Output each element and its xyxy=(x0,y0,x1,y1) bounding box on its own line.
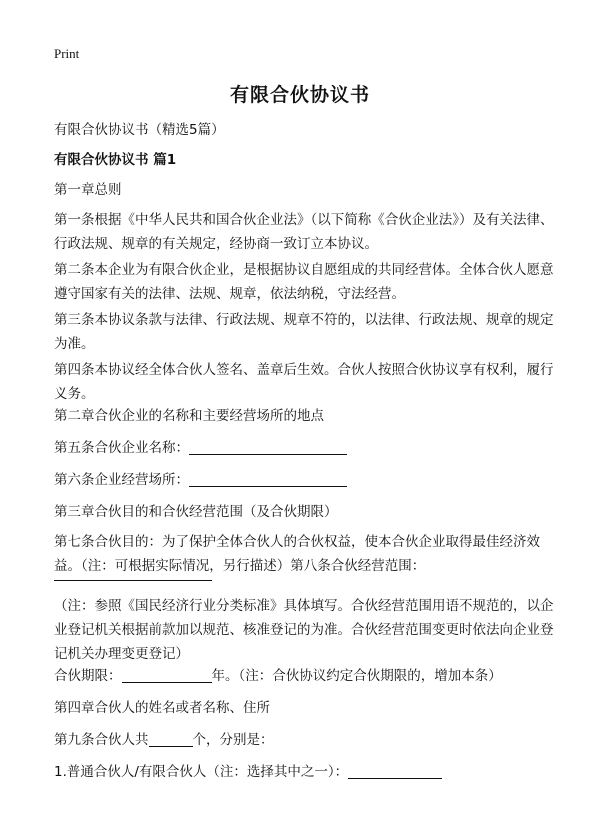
business-scope-blank[interactable] xyxy=(54,580,212,581)
partner-1-blank[interactable] xyxy=(348,762,442,779)
article-4: 第四条本协议经全体合伙人签名、盖章后生效。合伙人按照合伙协议享有权利，履行义务。 xyxy=(54,362,554,402)
term-suffix: 年。（注：合伙协议约定合伙期限的，增加本条） xyxy=(211,668,502,684)
article-3: 第三条本协议条款与法律、行政法规、规章不符的，以法律、行政法规、规章的规定为准。 xyxy=(54,312,554,352)
article-7: 第七条合伙目的：为了保护全体合伙人的合伙权益，使本合伙企业取得最佳经济效益。（注：可根据实际情况，另行描述）第八条合伙经营范围： xyxy=(54,534,540,574)
partnership-term xyxy=(54,664,554,688)
document-subtitle: 有限合伙协议书（精选5篇） xyxy=(54,122,225,138)
article-6-label: 第六条企业经营场所： xyxy=(54,472,189,488)
partner-count-blank[interactable] xyxy=(149,730,193,747)
chapter-1-heading: 第一章总则 xyxy=(54,182,122,198)
company-name-blank[interactable] xyxy=(189,438,347,455)
chapter-4-heading: 第四章合伙人的姓名或者名称、住所 xyxy=(54,700,270,716)
section-heading: 有限合伙协议书 篇1 xyxy=(54,152,177,168)
article-1: 第一条根据《中华人民共和国合伙企业法》（以下简称《合伙企业法》）及有关法律、行政法规、规章的有关规定，经协商一致订立本协议。 xyxy=(54,212,554,252)
chapter-3-heading: 第三章合伙目的和合伙经营范围（及合伙期限） xyxy=(54,504,338,520)
article-9 xyxy=(54,728,554,752)
document-title: 有限合伙协议书 xyxy=(229,84,370,106)
article-9-prefix: 第九条合伙人共 xyxy=(54,732,149,748)
article-5 xyxy=(54,436,554,460)
term-label: 合伙期限： xyxy=(54,668,122,684)
term-years-blank[interactable] xyxy=(122,666,212,683)
article-6 xyxy=(54,468,554,492)
article-5-label: 第五条合伙企业名称： xyxy=(54,440,189,456)
chapter-2-heading: 第二章合伙企业的名称和主要经营场所的地点 xyxy=(54,408,324,424)
business-scope-note: （注：参照《国民经济行业分类标准》具体填写。合伙经营范围用语不规范的，以企业登记机关根据前款加以规范、核准登记的为准。合伙经营范围变更时依法向企业登记机关办理变更登记） xyxy=(54,598,554,662)
print-link[interactable]: Print xyxy=(54,46,80,61)
article-9-suffix: 个，分别是： xyxy=(192,732,274,748)
article-2: 第二条本企业为有限合伙企业，是根据协议自愿组成的共同经营体。全体合伙人愿意遵守国家有关的法律、法规、规章，依法纳税，守法经营。 xyxy=(54,262,554,302)
partner-item-1 xyxy=(54,760,554,784)
partner-item-1-label: 1.普通合伙人/有限合伙人（注：选择其中之一）： xyxy=(54,764,349,780)
business-location-blank[interactable] xyxy=(189,470,347,487)
